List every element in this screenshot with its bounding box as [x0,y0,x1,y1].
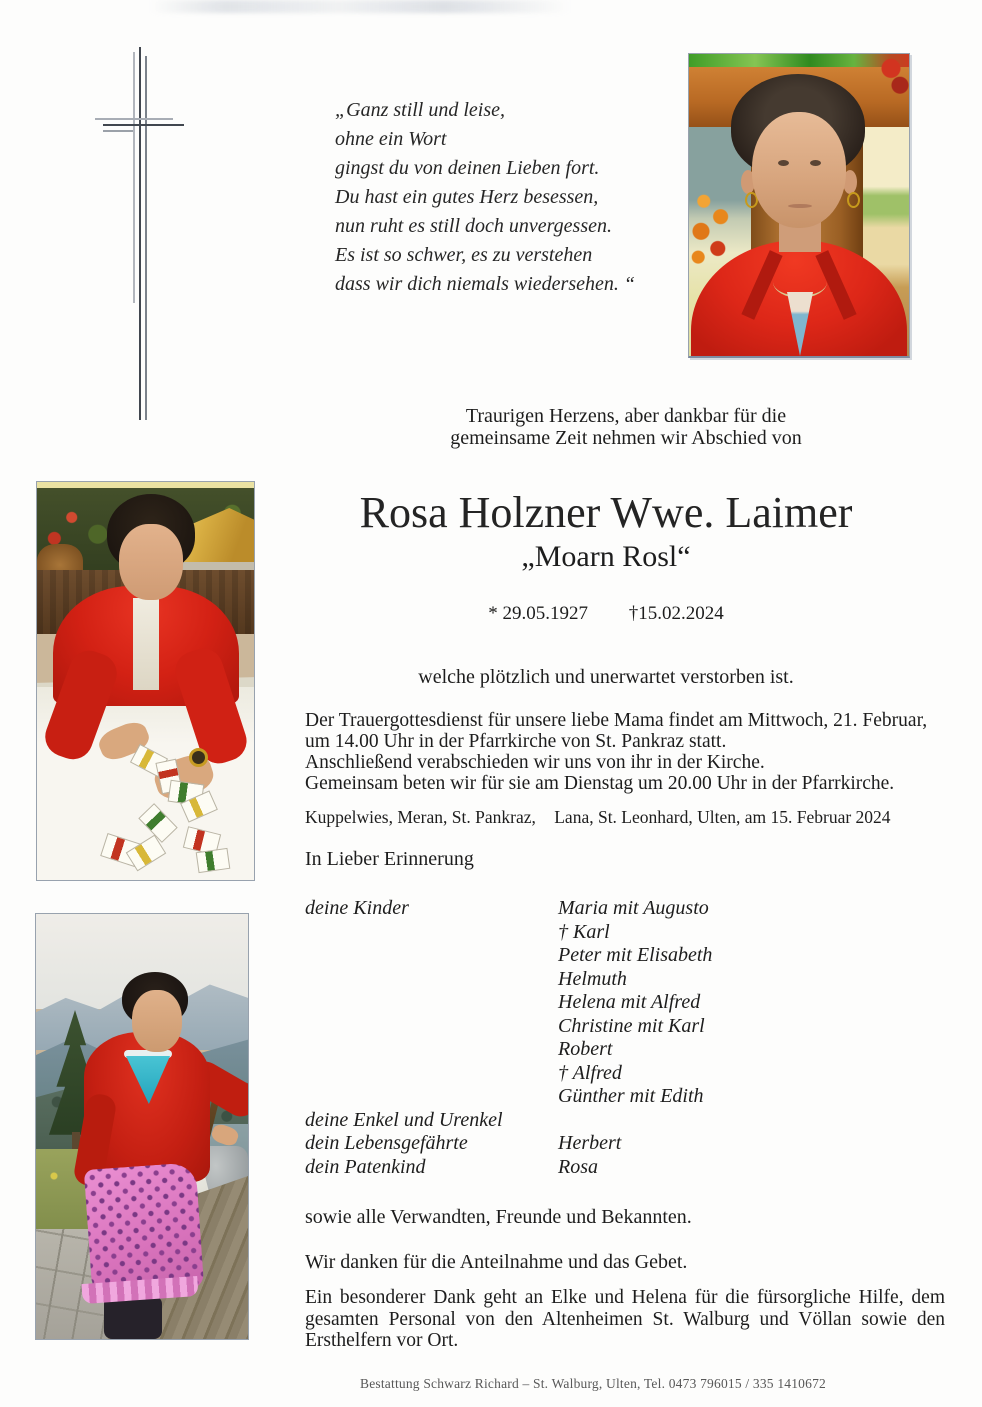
service-line: Der Trauergottesdienst für unsere liebe Mama findet am Mittwoch, 21. Februar, [305,710,928,731]
cross-arm-dark [103,124,184,126]
family-row-godchild [305,1156,945,1180]
poem-line: dass wir dich niemals wiedersehen. “ [335,273,635,295]
places-date-line [305,807,891,828]
portrait-eye-right [810,160,821,166]
places-right: Lana, St. Leonhard, Ulten, am 15. Februar 2024 [554,807,891,827]
family-name: Helmuth [558,967,627,990]
special-thanks-line: Ein besonderer Dank geht an Elke und Helena für die fürsorgliche Hilfe, dem [305,1287,945,1308]
remembrance-heading: In Lieber Erinnerung [305,848,474,870]
family-name: Günther mit Edith [558,1085,704,1107]
death-date: †15.02.2024 [628,603,724,624]
family-row-children [305,897,945,1109]
family-name: Peter mit Elisabeth [558,944,713,966]
family-names [558,1156,945,1180]
cards-photo-face [119,524,183,600]
family-name: Christine mit Karl [558,1014,705,1037]
cross-arm-short [103,130,133,132]
family-names [558,1109,945,1133]
family-name: Rosa [558,1155,598,1178]
special-thanks-paragraph [305,1287,945,1352]
family-name: Robert [558,1038,613,1060]
family-names [558,1132,945,1156]
poem-line: gingst du von deinen Lieben fort. [335,157,600,179]
cross-vertical-light [133,52,135,303]
playing-card [196,848,231,873]
cards-photo-shirt [133,598,159,690]
family-label: dein Patenkind [305,1155,426,1178]
places-left: Kuppelwies, Meran, St. Pankraz, [305,807,536,827]
family-list [305,897,945,1179]
portrait-mouth [788,204,812,208]
family-row-partner [305,1132,945,1156]
cross-vertical-mid [145,56,147,420]
intro-line-2: gemeinsame Zeit nehmen wir Abschied von [450,426,802,449]
family-names [558,897,945,1109]
service-line: Gemeinsam beten wir für sie am Dienstag um 20.00 Uhr in der Pfarrkirche. [305,773,895,794]
intro-text [290,406,962,449]
family-name: † Alfred [558,1061,622,1084]
family-label: dein Lebensgefährte [305,1132,468,1154]
family-name: Herbert [558,1132,622,1154]
portrait-face [752,112,846,228]
family-name: Maria mit Augusto [558,897,709,919]
cards-photo-watch [189,748,208,767]
scan-artifact [150,0,570,13]
service-line: um 14.00 Uhr in der Pfarrkirche von St. Pankraz statt. [305,731,727,752]
poem-line: „Ganz still und leise, [335,99,506,121]
family-name: Helena mit Alfred [558,991,701,1013]
special-thanks-line: Ersthelfern vor Ort. [305,1330,459,1351]
intro-line-1: Traurigen Herzens, aber dankbar für die [465,405,787,427]
portrait-photo [688,53,910,358]
portrait-eye-left [778,160,789,166]
cross-arm-light [95,118,173,120]
special-thanks-line: gesamten Personal von den Altenheimen St. Walburg und Völlan sowie den [305,1308,945,1330]
deceased-nickname: „Moarn Rosl“ [521,540,691,573]
deceased-name: Rosa Holzner Wwe. Laimer [359,488,853,537]
family-row-grandchildren [305,1109,945,1133]
funeral-home-footer: Bestattung Schwarz Richard – St. Walburg, Ulten, Tel. 0473 796015 / 335 1410672 [360,1376,826,1391]
family-label: deine Kinder [305,897,409,919]
relatives-line: sowie alle Verwandten, Freunde und Bekannten. [305,1206,692,1228]
cards-photo [36,481,255,881]
poem-line: Du hast ein gutes Herz besessen, [335,186,599,208]
thanks-line: Wir danken für die Anteilnahme und das Gebet. [305,1251,688,1273]
life-dates [270,603,942,625]
portrait-earring-right [847,192,860,208]
poem-line: Es ist so schwer, es zu verstehen [335,244,593,266]
service-line: Anschließend verabschieden wir uns von ihr in der Kirche. [305,752,765,773]
outdoor-face [132,990,182,1052]
outdoor-legs [104,1296,162,1339]
funeral-service-info [305,710,965,794]
family-name: † Karl [558,920,610,943]
family-label: deine Enkel und Urenkel [305,1108,503,1131]
cross-vertical-dark [139,47,141,420]
poem-line: nun ruht es still doch unvergessen. [335,215,613,237]
portrait-geranium [879,54,909,102]
memorial-poem [335,96,635,299]
poem-line: ohne ein Wort [335,128,447,150]
death-statement: welche plötzlich und unerwartet verstorben ist. [418,666,794,688]
birth-date: * 29.05.1927 [488,603,588,624]
outdoor-photo [35,913,249,1340]
